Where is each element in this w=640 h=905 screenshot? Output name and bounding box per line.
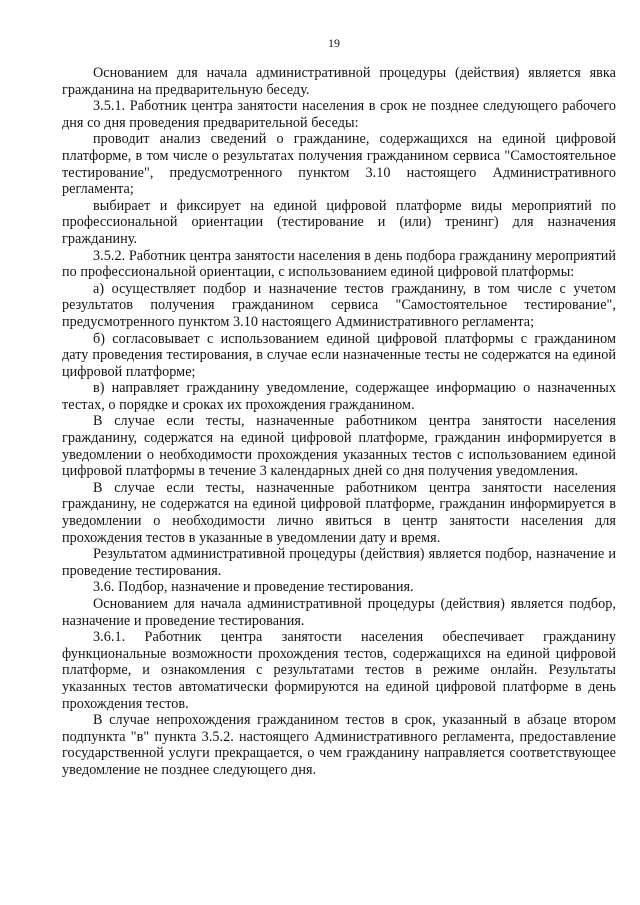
paragraph-analysis: проводит анализ сведений о гражданине, содержащихся на единой цифровой платформе, в том числе о результатах получения гражданином сервиса "Самостоятельное тестирование", предусмотренного пунктом 3.10 настоящего Административного регламента; <box>62 131 616 198</box>
paragraph-3-5-2: 3.5.2. Работник центра занятости населения в день подбора гражданину мероприятий по профессиональной ориентации, с использованием единой цифровой платформы: <box>62 247 616 281</box>
paragraph-item-a: а) осуществляет подбор и назначение тестов гражданину, в том числе с учетом результатов получения гражданином сервиса "Самостоятельное тестирование", предусмотренного пунктом 3.10 настоящего Административного регламента; <box>62 280 616 330</box>
paragraph-basis-3-6: Основанием для начала административной процедуры (действия) является подбор, назначение и проведение тестирования. <box>62 596 616 629</box>
page-number: 19 <box>328 36 340 50</box>
paragraph-basis-start: Основанием для начала административной процедуры (действия) является явка гражданина на предварительную беседу. <box>62 65 616 98</box>
paragraph-3-5-1: 3.5.1. Работник центра занятости населения в срок не позднее следующего рабочего дня со дня проведения предварительной беседы: <box>62 98 616 131</box>
paragraph-3-6-1: 3.6.1. Работник центра занятости населения обеспечивает гражданину функциональные возможности прохождения тестов, содержащихся на единой цифровой платформе, и ознакомления с результатами тестов в режиме онлайн. Результаты указанных тестов автоматически формируются на единой цифровой платформе в день прохождения тестов. <box>62 629 616 712</box>
paragraph-3-6-heading: 3.6. Подбор, назначение и проведение тестирования. <box>93 579 414 596</box>
paragraph-result-3-5: Результатом административной процедуры (действия) является подбор, назначение и проведение тестирования. <box>62 546 616 579</box>
paragraph-termination: В случае непрохождения гражданином тестов в срок, указанный в абзаце втором подпункта "в" пункта 3.5.2. настоящего Административного регламента, предоставление государственной услуги прекращается, о чем гражданину направляется соответствующее уведомление не позднее следующего дня. <box>62 712 616 778</box>
paragraph-item-b: б) согласовывает с использованием единой цифровой платформы с гражданином дату проведения тестирования, в случае если назначенные тесты не содержатся на единой цифровой платформе; <box>62 330 616 380</box>
paragraph-tests-on-platform: В случае если тесты, назначенные работником центра занятости населения гражданину, содержатся на единой цифровой платформе, гражданин информируется в уведомлении о необходимости прохождения указанных тестов с использованием единой цифровой платформы в течение 3 календарных дней со дня получения уведомления. <box>62 413 616 480</box>
paragraph-item-v: в) направляет гражданину уведомление, содержащее информацию о назначенных тестах, о порядке и сроках их прохождения гражданином. <box>62 380 616 413</box>
paragraph-tests-not-on-platform: В случае если тесты, назначенные работником центра занятости населения гражданину, не содержатся на единой цифровой платформе, гражданин информируется в уведомлении о необходимости лично явиться в центр занятости населения для прохождения тестов в указанные в уведомлении дату и время. <box>62 479 616 546</box>
paragraph-select-activities: выбирает и фиксирует на единой цифровой платформе виды мероприятий по профессиональной ориентации (тестирование и (или) тренинг) для назначения гражданину. <box>62 197 616 247</box>
